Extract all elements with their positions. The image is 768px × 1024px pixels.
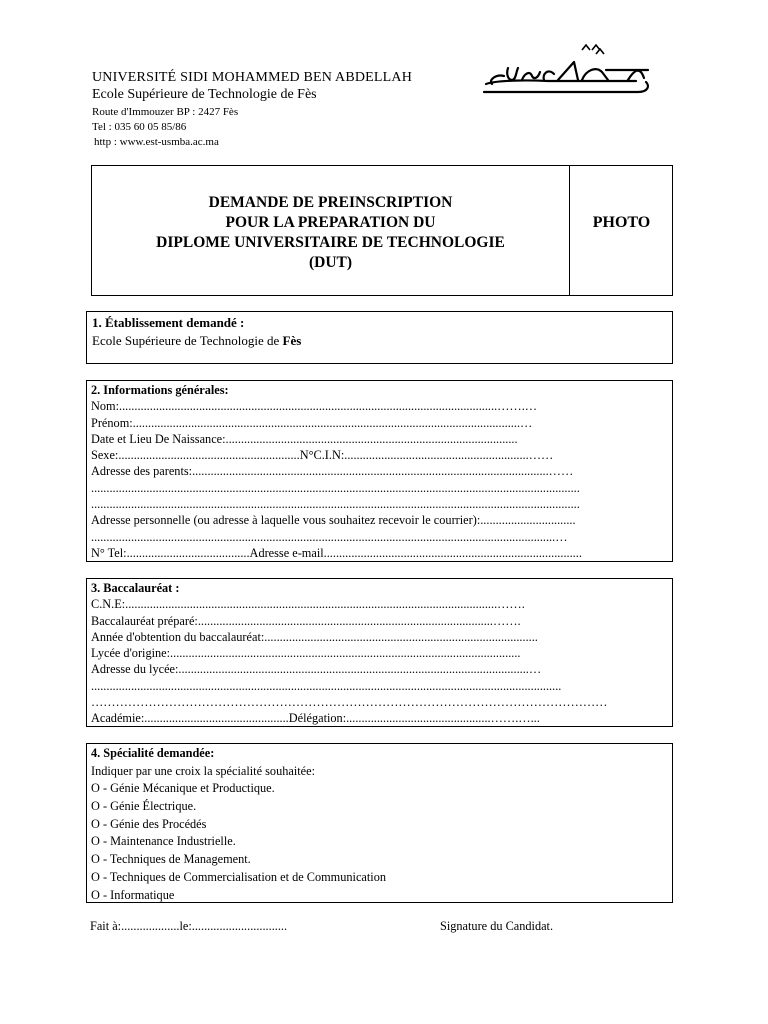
option-informatique[interactable]: O - Informatique: [91, 887, 175, 902]
school-phone: Tel : 035 60 05 85/86: [92, 121, 187, 133]
field-nom[interactable]: Nom:...........................................................................................................................…….…: [91, 399, 538, 414]
field-sexe-cin[interactable]: Sexe:...........................................................N°C.I.N:............................................................……: [91, 448, 554, 463]
field-adresse-parents-cont-1[interactable]: ...............................................................................................................................................................: [91, 480, 580, 495]
section-1-value: [92, 332, 692, 350]
school-name: Ecole Supérieure de Technologie de Fès: [92, 87, 317, 102]
section-2-heading: 2. Informations générales:: [91, 383, 229, 397]
section-1-heading: 1. Établissement demandé :: [92, 315, 245, 330]
option-genie-mecanique[interactable]: O - Génie Mécanique et Productique.: [91, 781, 275, 796]
section-informations-generales: [86, 380, 673, 562]
university-name: UNIVERSITÉ SIDI MOHAMMED BEN ABDELLAH: [92, 70, 413, 85]
field-annee-bac[interactable]: Année d'obtention du baccalauréat:.........................................................................................: [91, 629, 538, 644]
field-academie-delegation[interactable]: Académie:...............................................Délégation:...............................................…….…...: [91, 711, 540, 726]
field-tel-email[interactable]: N° Tel:........................................Adresse e-mail....................................................................................: [91, 545, 582, 560]
option-genie-procedes[interactable]: O - Génie des Procédés: [91, 816, 207, 831]
form-title: [92, 193, 569, 273]
field-lycee-origine[interactable]: Lycée d'origine:..................................................................................................................: [91, 646, 521, 661]
title-line-4: (DUT): [308, 254, 353, 271]
section-specialite: [86, 743, 673, 903]
photo-placeholder: PHOTO: [592, 214, 651, 231]
section-etablissement: [86, 311, 673, 364]
field-adresse-parents[interactable]: Adresse des parents:....................................................................................................................……: [91, 464, 574, 479]
title-line-2: POUR LA PREPARATION DU: [225, 214, 436, 231]
field-adresse-personnelle-cont[interactable]: .......................................................................................................................................................…: [91, 529, 568, 544]
section-baccalaureat: [86, 578, 673, 727]
signature-label: Signature du Candidat.: [440, 919, 554, 933]
field-date-lieu-naissance[interactable]: Date et Lieu De Naissance:...............................................................................................: [91, 431, 518, 446]
section-3-heading: 3. Baccalauréat :: [91, 581, 180, 595]
field-adresse-lycee-cont-1[interactable]: .........................................................................................................................................................: [91, 678, 562, 693]
school-website: http : www.est-usmba.ac.ma: [94, 136, 219, 148]
option-maintenance-industrielle[interactable]: O - Maintenance Industrielle.: [91, 834, 236, 849]
option-commercialisation-communication[interactable]: O - Techniques de Commercialisation et de Communication: [91, 869, 386, 884]
field-adresse-parents-cont-2[interactable]: ...............................................................................................................................................................: [91, 497, 580, 512]
field-adresse-lycee[interactable]: Adresse du lycée:..................................................................................................................…: [91, 662, 542, 677]
section-4-instruction: Indiquer par une croix la spécialité souhaitée:: [91, 763, 315, 778]
title-line-1: DEMANDE DE PREINSCRIPTION: [208, 194, 453, 211]
section-1-value-city: Fès: [282, 333, 302, 348]
section-1-value-prefix: Ecole Supérieure de Technologie de: [92, 333, 283, 348]
title-line-3: DIPLOME UNIVERSITAIRE DE TECHNOLOGIE: [156, 234, 505, 251]
field-cne[interactable]: C.N.E:.........................................................................................................................…….: [91, 597, 525, 612]
field-adresse-lycee-cont-2[interactable]: ………………………………………………………………………………………………………………: [91, 695, 608, 710]
field-prenom[interactable]: Prénom:..............................................................................................................................…: [91, 415, 533, 430]
field-fait-a-le[interactable]: Fait à:...................le:...............................: [90, 919, 288, 933]
section-4-heading: 4. Spécialité demandée:: [91, 746, 215, 760]
fes-calligraphy-logo: [478, 40, 663, 100]
option-techniques-management[interactable]: O - Techniques de Management.: [91, 852, 251, 867]
title-box: [91, 165, 673, 296]
field-bac-prepare[interactable]: Baccalauréat préparé:................................................................................................…….: [91, 613, 521, 628]
option-genie-electrique[interactable]: O - Génie Électrique.: [91, 799, 197, 814]
school-address: Route d'Immouzer BP : 2427 Fès: [92, 106, 239, 118]
field-adresse-personnelle[interactable]: Adresse personnelle (ou adresse à laquelle vous souhaitez recevoir le courrier):...............................: [91, 513, 576, 528]
